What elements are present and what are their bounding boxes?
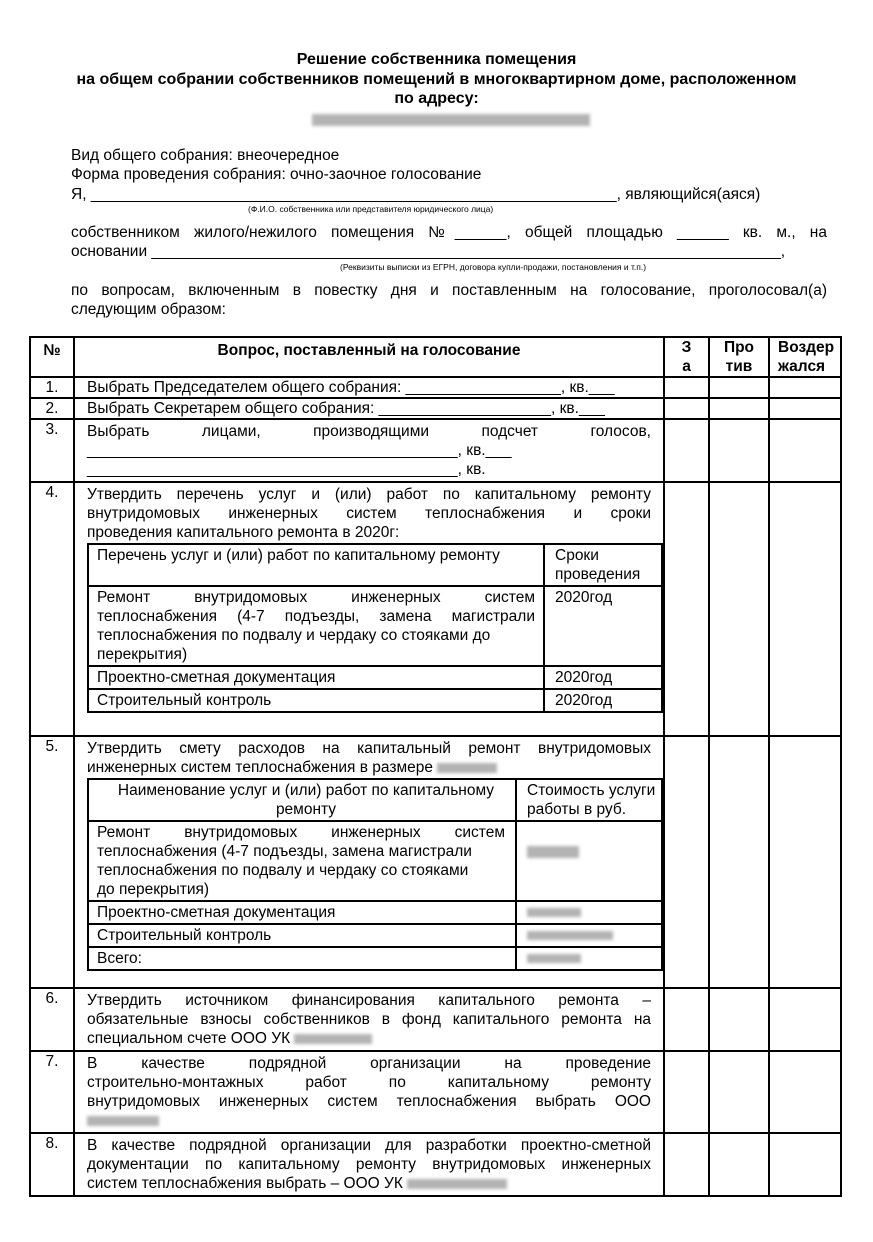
vote-against-cell[interactable] bbox=[709, 398, 769, 419]
estimate-total: Всего: bbox=[88, 947, 516, 970]
vote-for-cell[interactable] bbox=[664, 1133, 709, 1196]
table-row bbox=[30, 1051, 841, 1133]
redacted-cost bbox=[516, 901, 662, 924]
table-row bbox=[30, 398, 841, 419]
basis-hint: (Реквизиты выписки из ЕГРН, договора купли-продажи, постановления и т.п.) bbox=[340, 262, 647, 272]
vote-for-cell[interactable] bbox=[664, 377, 709, 398]
estimate-item: Проектно-сметная документация bbox=[88, 901, 516, 924]
terms-header: Сроки проведения bbox=[544, 544, 662, 586]
row-number: 2. bbox=[30, 398, 74, 419]
vote-for-cell[interactable] bbox=[664, 988, 709, 1051]
vote-against-cell[interactable] bbox=[709, 482, 769, 736]
work-item: Проектно-сметная документация bbox=[88, 666, 544, 689]
vote-against-cell[interactable] bbox=[709, 419, 769, 482]
work-item: Строительный контроль bbox=[88, 689, 544, 712]
basis-line: основании _________________________________________________________________________, bbox=[71, 243, 786, 260]
vote-for-cell[interactable] bbox=[664, 482, 709, 736]
document-title-line3: по адресу: bbox=[394, 90, 479, 107]
redacted-address bbox=[312, 111, 590, 129]
col-question-header: Вопрос, поставленный на голосование bbox=[74, 337, 664, 377]
vote-against-cell[interactable] bbox=[709, 1051, 769, 1133]
vote-abstain-cell[interactable] bbox=[769, 988, 841, 1051]
vote-for-cell[interactable] bbox=[664, 1051, 709, 1133]
vote-against-cell[interactable] bbox=[709, 736, 769, 988]
voted-line-2: следующим образом: bbox=[71, 301, 226, 318]
question-text: Выбрать Секретарем общего собрания: ____________________, кв.___ bbox=[74, 398, 664, 419]
redacted-cost bbox=[516, 947, 662, 970]
estimate-cost-header: Стоимость услуги работы в руб. bbox=[516, 779, 662, 821]
works-list-table bbox=[87, 543, 663, 713]
vote-against-cell[interactable] bbox=[709, 377, 769, 398]
row-number: 5. bbox=[30, 736, 74, 988]
row-number: 6. bbox=[30, 988, 74, 1051]
table-header-row bbox=[30, 337, 841, 377]
question-text: В качестве подрядной организации на проведение строительно-монтажных работ по капитальному ремонту внутридомовых инженерных систем теплоснабжения выбрать ООО bbox=[74, 1051, 664, 1133]
redacted-amount bbox=[437, 763, 497, 773]
meeting-type: Вид общего собрания: внеочередное bbox=[71, 147, 340, 164]
vote-abstain-cell[interactable] bbox=[769, 1133, 841, 1196]
estimate-item: Ремонт внутридомовых инженерных систем теплоснабжения (4-7 подъезды, замена магистрали теплоснабжения по подвалу и чердаку со стояками до перекрытия) bbox=[88, 821, 516, 901]
document-title-line1: Решение собственника помещения bbox=[296, 51, 577, 68]
row-number: 1. bbox=[30, 377, 74, 398]
redacted-cost bbox=[516, 821, 662, 901]
works-header: Перечень услуг и (или) работ по капитальному ремонту bbox=[88, 544, 544, 586]
question-text: В качестве подрядной организации для разработки проектно-сметной документации по капитальному ремонту внутридомовых инженерных систем теплоснабжения выбрать – ООО УК bbox=[74, 1133, 664, 1196]
document-title-line2: на общем собрании собственников помещений в многоквартирном доме, расположенном bbox=[76, 71, 797, 88]
owner-name-line: Я, _____________________________________________________________, являющийся(аяся) bbox=[71, 186, 761, 203]
work-item: Ремонт внутридомовых инженерных систем теплоснабжения (4-7 подъезды, замена магистрали теплоснабжения по подвалу и чердаку со стояками до перекрытия) bbox=[88, 586, 544, 666]
vote-abstain-cell[interactable] bbox=[769, 482, 841, 736]
voting-table bbox=[29, 336, 842, 1197]
table-row bbox=[30, 419, 841, 482]
vote-abstain-cell[interactable] bbox=[769, 736, 841, 988]
vote-abstain-cell[interactable] bbox=[769, 419, 841, 482]
work-term: 2020год bbox=[544, 666, 662, 689]
table-row bbox=[30, 988, 841, 1051]
estimate-works-header: Наименование услуг и (или) работ по капитальному ремонту bbox=[88, 779, 516, 821]
vote-for-cell[interactable] bbox=[664, 736, 709, 988]
table-row bbox=[30, 377, 841, 398]
estimate-item: Строительный контроль bbox=[88, 924, 516, 947]
work-term: 2020год bbox=[544, 689, 662, 712]
vote-against-cell[interactable] bbox=[709, 988, 769, 1051]
table-row bbox=[30, 482, 841, 736]
table-row bbox=[30, 736, 841, 988]
row-number: 4. bbox=[30, 482, 74, 736]
voted-line-1: по вопросам, включенным в повестку дня и поставленным на голосование, проголосовал(а) bbox=[71, 282, 827, 299]
row-number: 8. bbox=[30, 1133, 74, 1196]
estimate-table bbox=[87, 778, 663, 971]
vote-abstain-cell[interactable] bbox=[769, 398, 841, 419]
col-abstain-header: Воздер жался bbox=[769, 337, 841, 377]
col-against-header: Про тив bbox=[709, 337, 769, 377]
question-text: Утвердить перечень услуг и (или) работ по капитальному ремонту внутридомовых инженерных систем теплоснабжения и сроки проведения капитального ремонта в 2020г: Перечень услуг и (или) работ по капитальному ремонту Сроки проведения Ремонт внутридомовых инженерных систем теплоснабжения (4-7 подъезды, замена магистрали теплоснабжения по подвалу и чердаку со стояками до перекрытия) 2020год Проектно-сметная документация 2020год Строительный контроль 2020год bbox=[74, 482, 664, 736]
row-number: 7. bbox=[30, 1051, 74, 1133]
col-num-header: № bbox=[30, 337, 74, 377]
col-for-header: З а bbox=[664, 337, 709, 377]
work-term: 2020год bbox=[544, 586, 662, 666]
vote-abstain-cell[interactable] bbox=[769, 377, 841, 398]
owner-premises-line: собственником жилого/нежилого помещения №______, общей площадью ______ кв. м., на bbox=[71, 224, 827, 241]
vote-abstain-cell[interactable] bbox=[769, 1051, 841, 1133]
vote-for-cell[interactable] bbox=[664, 419, 709, 482]
question-text: Выбрать Председателем общего собрания: __________________, кв.___ bbox=[74, 377, 664, 398]
meeting-form: Форма проведения собрания: очно-заочное голосование bbox=[71, 166, 482, 183]
redacted-company bbox=[407, 1179, 507, 1189]
row-number: 3. bbox=[30, 419, 74, 482]
vote-for-cell[interactable] bbox=[664, 398, 709, 419]
question-text: Выбрать лицами, производящими подсчет голосов, ___________________________________________, кв.___ ___________________________________________, кв. bbox=[74, 419, 664, 482]
redacted-company bbox=[294, 1034, 372, 1044]
table-row bbox=[30, 1133, 841, 1196]
question-text: Утвердить источником финансирования капитального ремонта – обязательные взносы собственников в фонд капитального ремонта на специальном счете ООО УК bbox=[74, 988, 664, 1051]
question-text: Утвердить смету расходов на капитальный ремонт внутридомовых инженерных систем теплоснабжения в размере Наименование услуг и (или) работ по капитальному ремонту Стоимость услуги работы в руб. Ремонт внутридомовых инженерных систем теплоснабжения (4-7 подъезды, замена магистрали теплоснабжения по подвалу и чердаку со стояками до перекрытия) Проектно-сметная документация Строительный контроль Всего: bbox=[74, 736, 664, 988]
redacted-cost bbox=[516, 924, 662, 947]
fio-hint: (Ф.И.О. собственника или представителя юридического лица) bbox=[248, 204, 494, 214]
vote-against-cell[interactable] bbox=[709, 1133, 769, 1196]
redacted-company bbox=[87, 1116, 159, 1126]
